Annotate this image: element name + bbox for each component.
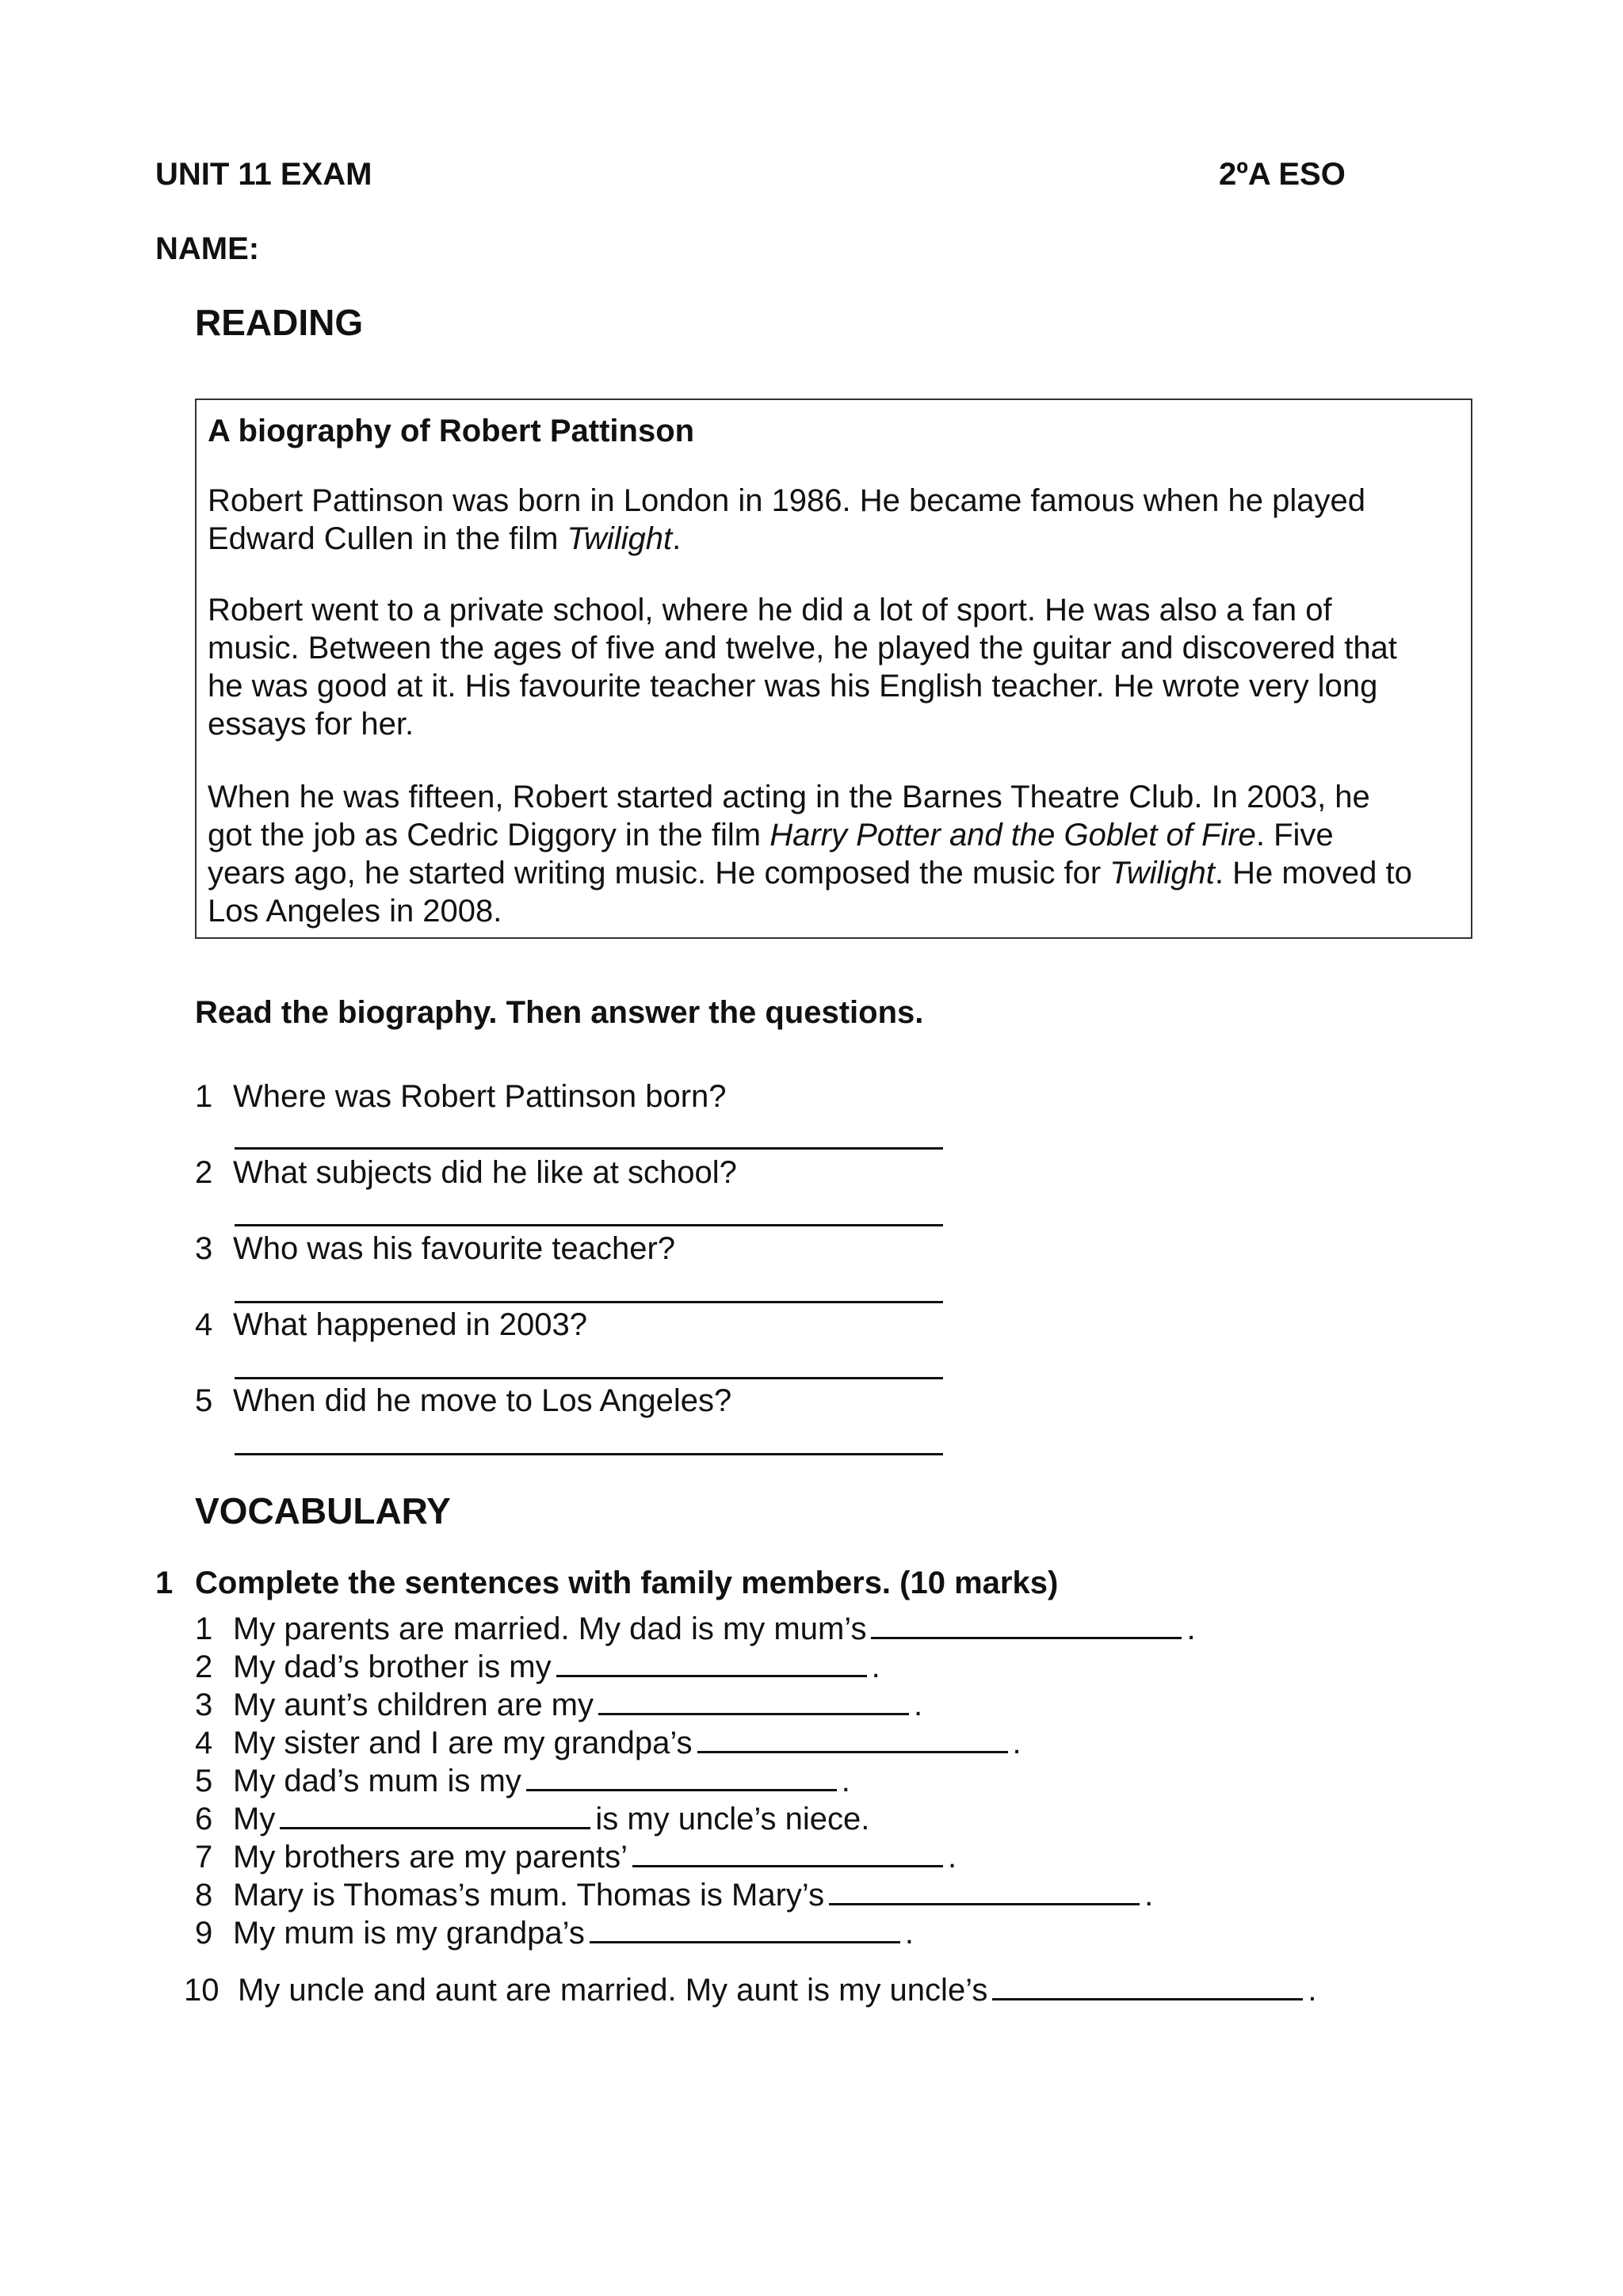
vocabulary-instruction: Complete the sentences with family members. (10 marks) bbox=[195, 1566, 1059, 1600]
answer-line-5[interactable] bbox=[235, 1453, 943, 1455]
blank-field[interactable] bbox=[590, 1917, 900, 1943]
bio-text: Edward Cullen in the film bbox=[208, 521, 567, 556]
vocab-item bbox=[233, 1840, 957, 1875]
item-number: 3 bbox=[195, 1688, 213, 1722]
item-text: Mary is Thomas’s mum. Thomas is Mary’s bbox=[233, 1878, 825, 1913]
blank-field[interactable] bbox=[526, 1765, 837, 1791]
answer-line-1[interactable] bbox=[235, 1147, 943, 1150]
item-text: . bbox=[947, 1840, 957, 1875]
vocab-item bbox=[233, 1764, 850, 1799]
question-number: 3 bbox=[195, 1231, 213, 1266]
blank-field[interactable] bbox=[992, 1974, 1303, 2000]
bio-para3-line4: Los Angeles in 2008. bbox=[208, 894, 502, 929]
item-text: . bbox=[914, 1688, 923, 1722]
class-group: 2ºA ESO bbox=[1219, 157, 1346, 192]
answer-line-3[interactable] bbox=[235, 1301, 943, 1303]
item-text: My uncle and aunt are married. My aunt is my uncle’s bbox=[238, 1973, 988, 2008]
question-text: What happened in 2003? bbox=[233, 1307, 588, 1342]
bio-para3-line1: When he was fifteen, Robert started acting in the Barnes Theatre Club. In 2003, he bbox=[208, 780, 1370, 814]
bio-text: got the job as Cedric Diggory in the film bbox=[208, 818, 770, 852]
film-title: Harry Potter and the Goblet of Fire bbox=[769, 818, 1256, 852]
item-text: My dad’s mum is my bbox=[233, 1764, 521, 1798]
reading-instruction: Read the biography. Then answer the questions. bbox=[195, 995, 924, 1030]
bio-text: . bbox=[672, 521, 682, 556]
question-text: When did he move to Los Angeles? bbox=[233, 1383, 732, 1418]
question-number: 5 bbox=[195, 1383, 213, 1418]
question-number: 4 bbox=[195, 1307, 213, 1342]
item-text: My mum is my grandpa’s bbox=[233, 1916, 585, 1951]
answer-line-4[interactable] bbox=[235, 1377, 943, 1379]
question-number: 2 bbox=[195, 1155, 213, 1190]
item-text: My sister and I are my grandpa’s bbox=[233, 1726, 693, 1760]
vocab-item bbox=[238, 1973, 1316, 2008]
vocab-item bbox=[233, 1878, 1153, 1913]
bio-para3-line2 bbox=[208, 818, 1334, 853]
blank-field[interactable] bbox=[697, 1727, 1008, 1753]
bio-para3-line3 bbox=[208, 856, 1412, 891]
item-text: My dad’s brother is my bbox=[233, 1650, 552, 1684]
blank-field[interactable] bbox=[829, 1879, 1140, 1905]
unit-title: UNIT 11 EXAM bbox=[155, 157, 372, 192]
item-number: 7 bbox=[195, 1840, 213, 1875]
vocab-item bbox=[233, 1802, 869, 1837]
bio-text: . Five bbox=[1255, 818, 1334, 852]
item-number: 6 bbox=[195, 1802, 213, 1836]
item-text: My parents are married. My dad is my mum’s bbox=[233, 1611, 867, 1646]
reading-heading: READING bbox=[195, 302, 364, 343]
blank-field[interactable] bbox=[556, 1651, 867, 1677]
vocab-item bbox=[233, 1650, 880, 1685]
item-text: My bbox=[233, 1802, 276, 1836]
film-title: Twilight bbox=[1109, 856, 1215, 891]
bio-para2-line2: music. Between the ages of five and twelve, he played the guitar and discovered that bbox=[208, 631, 1397, 666]
blank-field[interactable] bbox=[598, 1689, 909, 1715]
blank-field[interactable] bbox=[280, 1803, 590, 1829]
question-text: Who was his favourite teacher? bbox=[233, 1231, 676, 1266]
blank-field[interactable] bbox=[871, 1613, 1182, 1639]
blank-field[interactable] bbox=[632, 1841, 943, 1867]
item-number: 9 bbox=[195, 1916, 213, 1951]
film-title: Twilight bbox=[567, 521, 673, 556]
vocab-item bbox=[233, 1611, 1196, 1647]
bio-text: years ago, he started writing music. He composed the music for bbox=[208, 856, 1110, 891]
name-label: NAME: bbox=[155, 231, 260, 266]
item-text: My brothers are my parents’ bbox=[233, 1840, 628, 1875]
item-number: 1 bbox=[195, 1611, 213, 1646]
vocabulary-heading: VOCABULARY bbox=[195, 1490, 451, 1531]
bio-para2-line1: Robert went to a private school, where he did a lot of sport. He was also a fan of bbox=[208, 593, 1332, 627]
item-text: . bbox=[1308, 1973, 1317, 2008]
item-text: . bbox=[871, 1650, 880, 1684]
item-number: 5 bbox=[195, 1764, 213, 1798]
question-number: 1 bbox=[195, 1079, 213, 1114]
vocab-item bbox=[233, 1688, 922, 1723]
item-number: 4 bbox=[195, 1726, 213, 1760]
item-text: . bbox=[841, 1764, 850, 1798]
biography-title: A biography of Robert Pattinson bbox=[208, 414, 695, 448]
exercise-number: 1 bbox=[155, 1566, 174, 1600]
question-text: Where was Robert Pattinson born? bbox=[233, 1079, 727, 1114]
bio-para1-line1: Robert Pattinson was born in London in 1986. He became famous when he played bbox=[208, 483, 1365, 518]
item-text: . bbox=[1012, 1726, 1022, 1760]
item-number: 10 bbox=[184, 1973, 220, 2008]
bio-para2-line3: he was good at it. His favourite teacher was his English teacher. He wrote very long bbox=[208, 669, 1378, 704]
item-text: is my uncle’s niece. bbox=[595, 1802, 870, 1836]
item-text: . bbox=[1144, 1878, 1154, 1913]
item-number: 8 bbox=[195, 1878, 213, 1913]
item-text: . bbox=[1186, 1611, 1196, 1646]
bio-para1-line2 bbox=[208, 521, 681, 557]
vocab-item bbox=[233, 1726, 1022, 1761]
question-text: What subjects did he like at school? bbox=[233, 1155, 737, 1190]
vocab-item bbox=[233, 1916, 914, 1951]
bio-text: . He moved to bbox=[1214, 856, 1412, 891]
answer-line-2[interactable] bbox=[235, 1224, 943, 1226]
item-text: . bbox=[904, 1916, 914, 1951]
item-text: My aunt’s children are my bbox=[233, 1688, 594, 1722]
item-number: 2 bbox=[195, 1650, 213, 1684]
bio-para2-line4: essays for her. bbox=[208, 707, 414, 742]
